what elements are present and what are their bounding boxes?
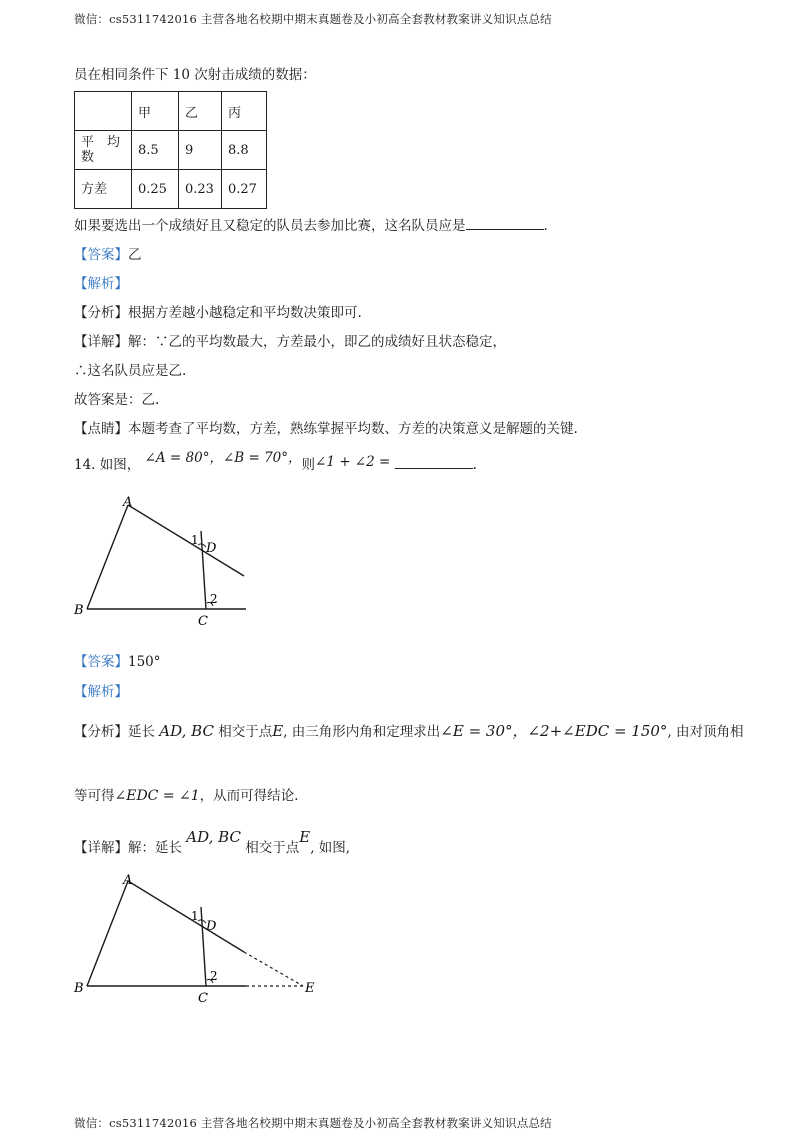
line-ad [128, 505, 244, 576]
xiangjie-text: 解：∵乙的平均数最大，方差最小，即乙的成绩好且状态稳定， [128, 334, 506, 350]
fenxi-tag: 【分析】 [74, 305, 128, 321]
table-cell [75, 92, 132, 131]
xiangjie-text: 相交于点 [245, 840, 300, 856]
dianjing-text: 本题考查了平均数，方差，熟练掌握平均数、方差的决策意义是解题的关键. [128, 421, 578, 437]
table-header-bing: 丙 [222, 92, 267, 131]
table-row [75, 170, 267, 209]
side-ab [87, 505, 128, 609]
question-end: . [472, 457, 477, 473]
q13-therefore: ∴这名队员应是乙. [74, 363, 187, 379]
q14-question [74, 450, 477, 474]
label-d: D [206, 541, 217, 556]
table-cell: 8.8 [222, 131, 267, 170]
label-c: C [198, 991, 208, 1006]
row-label-mean [75, 131, 132, 170]
q13-analysis-tag: 【解析】 [74, 276, 128, 292]
line-ad [128, 881, 244, 952]
q14-fenxi [74, 722, 744, 741]
label-2: 2 [210, 592, 218, 606]
label-d: D [206, 919, 217, 934]
q13-xiangjie [74, 333, 506, 351]
answer-blank [395, 456, 473, 469]
extension-de [244, 952, 303, 986]
label-1: 1 [191, 533, 199, 547]
fenxi-text: , 由对顶角相 [667, 724, 744, 740]
question-end: . [543, 218, 548, 234]
question-text: 如果要选出一个成绩好且又稳定的队员去参加比赛，这名队员应是 [74, 218, 466, 234]
q14-answer [74, 653, 161, 671]
xiangjie-text: 解：延长 [128, 840, 182, 856]
q14-xiangjie [74, 828, 351, 857]
extended-triangle-figure [60, 866, 330, 1006]
angle-b-expr: ∠B = 70°， [222, 450, 302, 466]
label-b: B [74, 981, 84, 996]
table-cell: 8.5 [132, 131, 179, 170]
answer-tag: 【答案】 [74, 654, 128, 670]
q13-intro: 员在相同条件下 10 次射击成绩的数据： [74, 67, 316, 83]
fenxi-text: ，从而可得结论. [199, 788, 299, 804]
page-header: 微信：cs5311742016 主营各地名校期中期末真题卷及小初高全套教材教案讲义知识点总结 [74, 12, 552, 26]
table-row [75, 131, 267, 170]
fenxi-eq1-expr: ∠E = 30°，∠2+∠EDC = 150° [440, 722, 668, 740]
xiangjie-tag: 【详解】 [74, 334, 128, 350]
answer-blank [466, 217, 544, 230]
question-number: 14. 如图， [74, 457, 141, 473]
label-e: E [305, 981, 315, 996]
table-cell: 0.25 [132, 170, 179, 209]
label-1: 1 [191, 909, 199, 923]
table-header-yi: 乙 [179, 92, 222, 131]
fenxi-eq2-expr: ∠EDC = ∠1 [114, 788, 200, 804]
answer-text: 150° [128, 654, 161, 670]
fenxi-text: 延长 [128, 724, 155, 740]
xiangjie-ad-expr: AD, BC [186, 828, 241, 846]
q13-question [74, 217, 548, 235]
q13-answer [74, 246, 142, 264]
label-2: 2 [210, 969, 218, 983]
q13-dianjing [74, 420, 578, 438]
dianjing-tag: 【点睛】 [74, 421, 128, 437]
table-header-row [75, 92, 267, 131]
label-a: A [123, 873, 133, 888]
row-label-line: 平 均 [81, 135, 121, 150]
page-footer: 微信：cs5311742016 主营各地名校期中期末真题卷及小初高全套教材教案讲义知识点总结 [74, 1116, 552, 1130]
answer-tag: 【答案】 [74, 247, 128, 263]
table-header-jia: 甲 [132, 92, 179, 131]
fenxi-text: , 由三角形内角和定理求出 [283, 724, 441, 740]
answer-text: 乙 [128, 247, 142, 263]
label-b: B [74, 603, 84, 618]
table-cell: 9 [179, 131, 222, 170]
angle-a-expr: ∠A = 80°， [144, 450, 223, 466]
q14-fenxi-line2 [74, 787, 298, 805]
table-cell: 0.23 [179, 170, 222, 209]
fenxi-text: 等可得 [74, 788, 115, 804]
ze-text: 则 [301, 457, 316, 473]
angle-sum-expr: ∠1 + ∠2 = [315, 454, 391, 470]
side-ab [87, 881, 128, 986]
xiangjie-e-expr: E [299, 828, 311, 846]
label-c: C [198, 614, 208, 629]
q13-gu: 故答案是：乙. [74, 392, 160, 408]
q14-analysis-tag: 【解析】 [74, 684, 128, 700]
q13-fenxi [74, 304, 362, 322]
fenxi-tag: 【分析】 [74, 724, 128, 740]
row-label-line: 数 [81, 150, 95, 165]
fenxi-ad-expr: AD, BC [159, 722, 214, 740]
row-label-variance: 方差 [75, 170, 132, 209]
fenxi-text: 相交于点 [218, 724, 273, 740]
table-cell: 0.27 [222, 170, 267, 209]
label-a: A [123, 495, 133, 510]
score-table [74, 91, 267, 209]
xiangjie-text: , 如图, [310, 840, 351, 856]
xiangjie-tag: 【详解】 [74, 840, 128, 856]
fenxi-text: 根据方差越小越稳定和平均数决策即可. [128, 305, 362, 321]
fenxi-e-expr: E [272, 722, 284, 740]
triangle-figure [60, 490, 260, 630]
